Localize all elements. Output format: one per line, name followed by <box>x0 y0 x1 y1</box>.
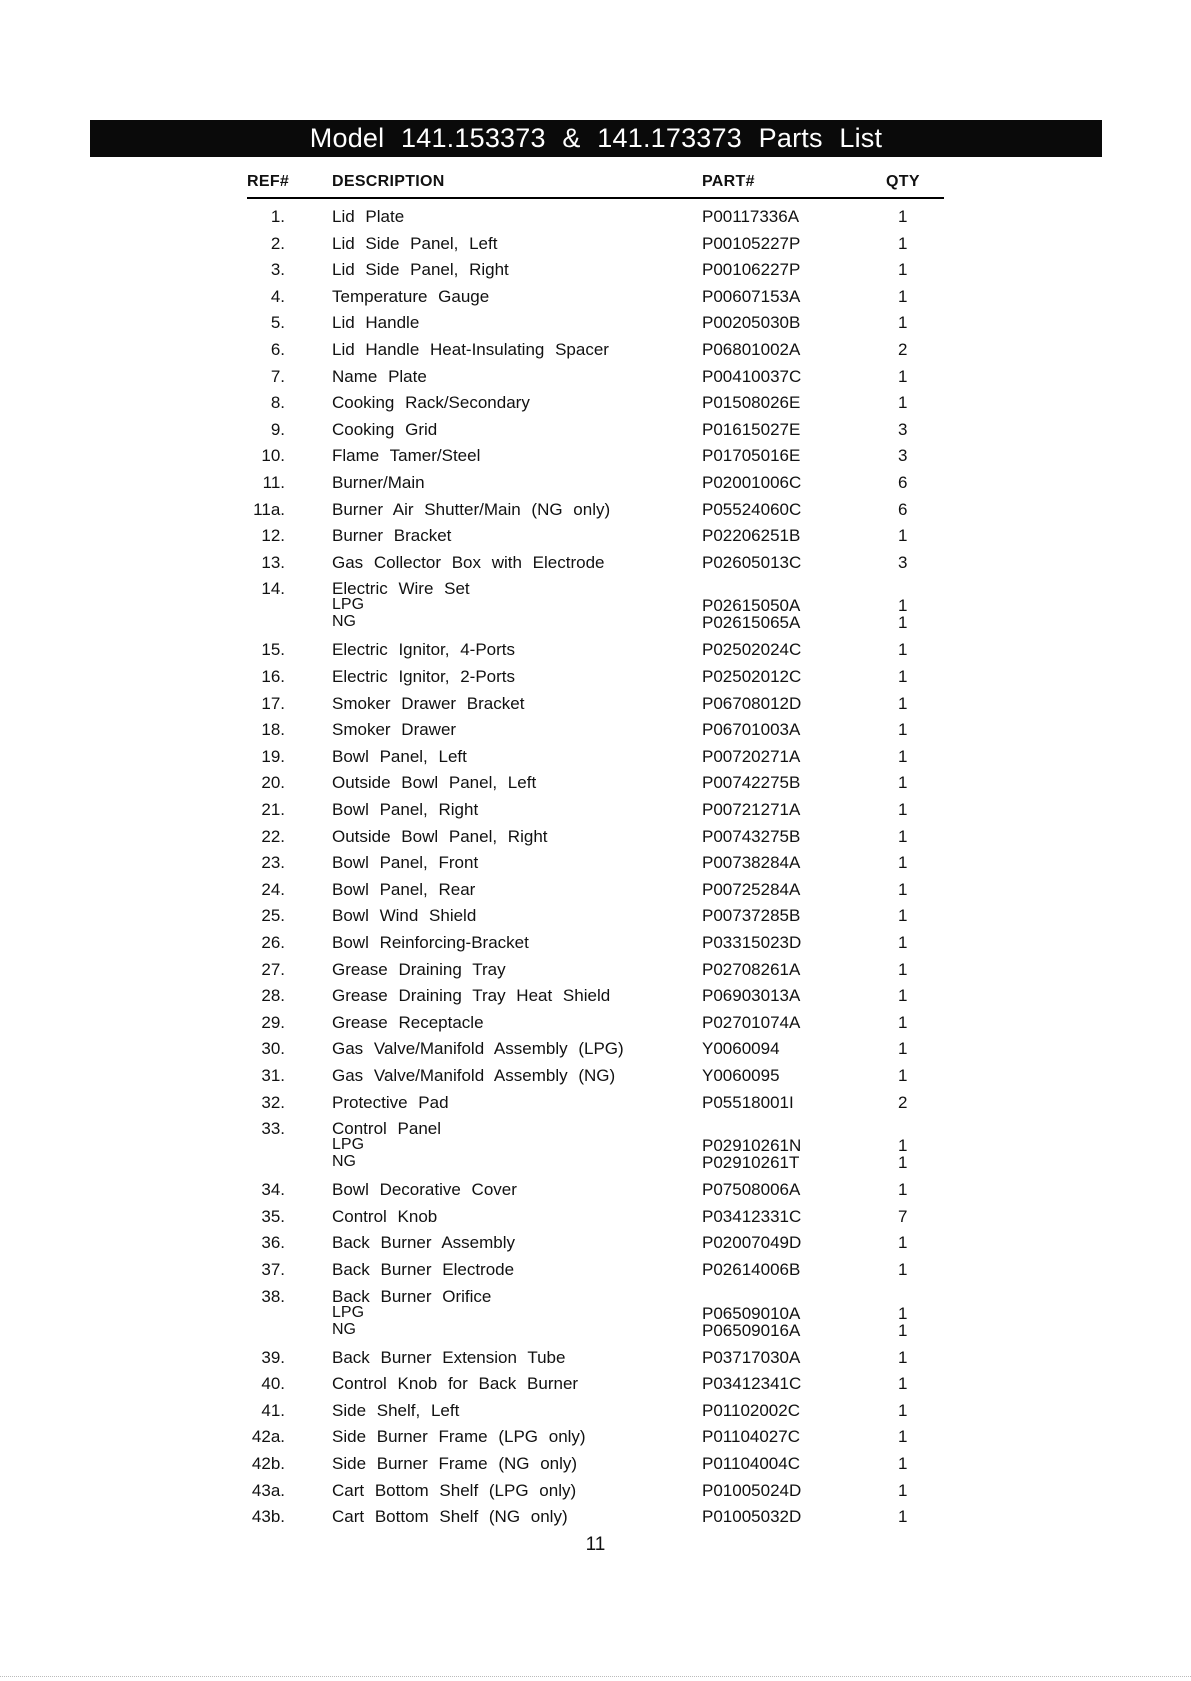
row-ref: 19. <box>261 746 285 766</box>
row-qty: 1 <box>898 526 908 546</box>
row-ref: 21. <box>261 800 285 819</box>
row-description: Lid Side Panel, Right <box>332 260 509 280</box>
row-description: Lid Handle Heat-Insulating Spacer <box>332 340 609 359</box>
row-description: Bowl Panel, Rear <box>332 879 476 899</box>
row-qty: 1 <box>898 959 908 979</box>
row-qty: 1 <box>898 693 908 713</box>
row-description: Lid Plate <box>332 207 405 226</box>
row-qty: 1 <box>898 773 908 793</box>
row-description: Back Burner Extension Tube <box>332 1347 566 1367</box>
row-qty: 1 <box>898 1233 908 1253</box>
row-ref: 20. <box>261 773 285 793</box>
row-ref: 3. <box>270 260 285 280</box>
row-part-number: P05524060C <box>702 499 802 519</box>
row-ref: 34. <box>261 1180 285 1200</box>
row-qty: 1 <box>898 1480 908 1500</box>
row-part-number: P02206251B <box>702 526 801 546</box>
row-ref: 38. <box>261 1286 285 1306</box>
row-qty: 1 <box>898 313 908 333</box>
row-ref: 37. <box>261 1260 285 1279</box>
row-part-number: P01102002C <box>702 1400 800 1420</box>
page-divider <box>0 1676 1191 1678</box>
row-qty: 1 <box>898 1180 908 1200</box>
row-ref: 9. <box>270 419 285 439</box>
sub-row-qty: 1 <box>898 1320 908 1340</box>
row-description: Bowl Reinforcing-Bracket <box>332 933 529 952</box>
row-ref: 10. <box>261 446 285 466</box>
row-part-number: P00117336A <box>702 207 800 226</box>
row-description: Cooking Rack/Secondary <box>332 393 530 413</box>
row-qty: 1 <box>898 906 908 926</box>
row-description: Grease Receptacle <box>332 1012 484 1032</box>
row-ref: 8. <box>270 393 285 413</box>
ref-column-header: REF# <box>247 173 290 190</box>
row-part-number: P00725284A <box>702 879 801 899</box>
row-description: Smoker Drawer <box>332 720 457 740</box>
row-ref: 6. <box>270 340 285 359</box>
row-ref: 30. <box>261 1039 285 1059</box>
row-part-number: P00205030B <box>702 313 801 333</box>
row-ref: 14. <box>261 579 285 599</box>
row-description: Electric Wire Set <box>332 579 470 599</box>
sub-row-part-number: P06509010A <box>702 1303 801 1323</box>
page-title: Model 141.153373 & 141.173373 Parts List <box>90 120 1102 157</box>
row-part-number: P00105227P <box>702 233 801 253</box>
row-part-number: Y0060094 <box>702 1039 780 1059</box>
row-qty: 1 <box>898 800 908 819</box>
row-description: Smoker Drawer Bracket <box>332 693 525 713</box>
row-qty: 3 <box>898 419 908 439</box>
row-ref: 40. <box>261 1374 285 1394</box>
row-qty: 1 <box>898 393 908 413</box>
row-description: Cart Bottom Shelf (NG only) <box>332 1507 568 1527</box>
row-ref: 42a. <box>251 1427 285 1447</box>
row-part-number: P03315023D <box>702 933 802 952</box>
row-ref: 27. <box>261 959 285 979</box>
row-part-number: P03717030A <box>702 1347 801 1367</box>
row-ref: 41. <box>261 1400 285 1420</box>
row-part-number: P01615027E <box>702 419 801 439</box>
row-qty: 1 <box>898 1400 908 1420</box>
row-part-number: P06701003A <box>702 720 801 740</box>
sub-row-description: NG <box>332 613 356 631</box>
row-part-number: Y0060095 <box>702 1066 780 1085</box>
row-part-number: P03412331C <box>702 1206 802 1226</box>
row-part-number: P02007049D <box>702 1233 802 1253</box>
row-qty: 1 <box>898 933 908 952</box>
row-description: Gas Collector Box with Electrode <box>332 552 605 572</box>
row-description: Grease Draining Tray Heat Shield <box>332 986 611 1006</box>
row-ref: 39. <box>261 1347 285 1367</box>
row-qty: 1 <box>898 1454 908 1473</box>
row-part-number: P06801002A <box>702 340 801 359</box>
row-part-number: P02502012C <box>702 667 802 686</box>
row-part-number: P00738284A <box>702 853 801 873</box>
row-qty: 1 <box>898 233 908 253</box>
row-description: Outside Bowl Panel, Left <box>332 773 537 793</box>
row-part-number: P02614006B <box>702 1260 801 1279</box>
row-description: Control Knob for Back Burner <box>332 1374 579 1394</box>
row-qty: 1 <box>898 286 908 306</box>
row-description: Lid Handle <box>332 313 420 333</box>
row-part-number: P05518001I <box>702 1092 794 1112</box>
sub-row-description: LPG <box>332 1303 365 1321</box>
sub-row-qty: 1 <box>898 1303 908 1323</box>
sub-row-description: LPG <box>332 596 365 614</box>
row-part-number: P02502024C <box>702 640 802 660</box>
row-description: Gas Valve/Manifold Assembly (NG) <box>332 1066 616 1085</box>
row-description: Temperature Gauge <box>332 286 490 306</box>
row-ref: 29. <box>261 1012 285 1032</box>
row-part-number: P06708012D <box>702 693 802 713</box>
sub-row-part-number: P02910261T <box>702 1153 800 1173</box>
row-description: Control Knob <box>332 1206 438 1226</box>
row-description: Outside Bowl Panel, Right <box>332 826 548 846</box>
row-ref: 43b. <box>251 1507 285 1527</box>
row-description: Side Shelf, Left <box>332 1400 460 1420</box>
row-ref: 36. <box>261 1233 285 1253</box>
row-description: Flame Tamer/Steel <box>332 446 481 466</box>
row-part-number: P01005032D <box>702 1507 802 1527</box>
row-description: Bowl Panel, Left <box>332 746 467 766</box>
row-qty: 1 <box>898 720 908 740</box>
row-part-number: P01508026E <box>702 393 801 413</box>
row-description: Back Burner Electrode <box>332 1260 515 1279</box>
row-description: Back Burner Orifice <box>332 1286 492 1306</box>
sub-row-part-number: P06509016A <box>702 1320 801 1340</box>
row-description: Burner Bracket <box>332 526 452 546</box>
row-ref: 24. <box>261 879 285 899</box>
row-qty: 7 <box>898 1206 908 1226</box>
row-part-number: P01705016E <box>702 446 801 466</box>
row-ref: 11a. <box>253 499 285 519</box>
row-ref: 28. <box>261 986 285 1006</box>
row-qty: 3 <box>898 552 908 572</box>
row-part-number: P00607153A <box>702 286 801 306</box>
row-qty: 1 <box>898 986 908 1006</box>
row-qty: 1 <box>898 826 908 846</box>
row-ref: 32. <box>261 1092 285 1112</box>
row-part-number: P00410037C <box>702 366 802 386</box>
row-qty: 6 <box>898 499 908 519</box>
row-part-number: P00737285B <box>702 906 801 926</box>
row-part-number: P02001006C <box>702 473 802 492</box>
row-qty: 1 <box>898 1507 908 1527</box>
row-description: Bowl Panel, Right <box>332 800 479 819</box>
row-qty: 1 <box>898 1427 908 1447</box>
row-ref: 33. <box>261 1119 285 1139</box>
row-part-number: P00106227P <box>702 260 801 280</box>
row-part-number: P01104004C <box>702 1454 800 1473</box>
sub-row-qty: 1 <box>898 1153 908 1173</box>
row-part-number: P03412341C <box>702 1374 802 1394</box>
row-ref: 2. <box>270 233 285 253</box>
row-qty: 1 <box>898 207 908 226</box>
row-description: Bowl Decorative Cover <box>332 1180 517 1200</box>
part-column-header: PART# <box>702 173 755 190</box>
sub-row-qty: 1 <box>898 596 908 616</box>
row-description: Electric Ignitor, 4-Ports <box>332 640 516 660</box>
row-part-number: P06903013A <box>702 986 801 1006</box>
row-ref: 12. <box>261 526 285 546</box>
row-description: Cooking Grid <box>332 419 438 439</box>
row-description: Grease Draining Tray <box>332 959 506 979</box>
row-part-number: P07508006A <box>702 1180 801 1200</box>
row-qty: 2 <box>898 340 908 359</box>
header-divider <box>247 197 944 199</box>
row-ref: 4. <box>270 286 285 306</box>
row-part-number: P00720271A <box>702 746 801 766</box>
sub-row-qty: 1 <box>898 1136 908 1156</box>
row-description: Cart Bottom Shelf (LPG only) <box>332 1480 577 1500</box>
row-qty: 1 <box>898 879 908 899</box>
row-qty: 2 <box>898 1092 908 1112</box>
row-ref: 23. <box>261 853 285 873</box>
row-description: Burner/Main <box>332 473 425 492</box>
row-description: Lid Side Panel, Left <box>332 233 498 253</box>
row-ref: 17. <box>261 693 285 713</box>
sub-row-part-number: P02615065A <box>702 613 801 633</box>
row-ref: 22. <box>261 826 285 846</box>
sub-row-part-number: P02615050A <box>702 596 801 616</box>
row-qty: 1 <box>898 1374 908 1394</box>
row-qty: 1 <box>898 1012 908 1032</box>
row-description: Bowl Wind Shield <box>332 906 477 926</box>
page-number: 11 <box>585 1534 606 1555</box>
row-part-number: P02605013C <box>702 552 802 572</box>
row-ref: 1. <box>270 207 285 226</box>
row-ref: 5. <box>270 313 285 333</box>
row-part-number: P02701074A <box>702 1012 801 1032</box>
row-ref: 35. <box>261 1206 285 1226</box>
row-qty: 1 <box>898 260 908 280</box>
row-ref: 25. <box>261 906 285 926</box>
row-ref: 11. <box>262 473 285 492</box>
row-qty: 1 <box>898 1260 908 1279</box>
row-ref: 26. <box>261 933 285 952</box>
row-description: Side Burner Frame (LPG only) <box>332 1427 586 1447</box>
row-description: Side Burner Frame (NG only) <box>332 1454 578 1473</box>
sub-row-description: LPG <box>332 1136 365 1154</box>
sub-row-qty: 1 <box>898 613 908 633</box>
row-part-number: P01005024D <box>702 1480 802 1500</box>
row-description: Burner Air Shutter/Main (NG only) <box>332 499 611 519</box>
row-part-number: P02708261A <box>702 959 801 979</box>
row-description: Gas Valve/Manifold Assembly (LPG) <box>332 1039 624 1059</box>
row-qty: 1 <box>898 640 908 660</box>
row-ref: 13. <box>261 552 285 572</box>
row-ref: 15. <box>261 640 285 660</box>
row-qty: 3 <box>898 446 908 466</box>
row-description: Name Plate <box>332 366 427 386</box>
row-description: Control Panel <box>332 1119 442 1139</box>
sub-row-description: NG <box>332 1320 356 1338</box>
sub-row-part-number: P02910261N <box>702 1136 802 1156</box>
row-ref: 16. <box>261 667 285 686</box>
row-part-number: P01104027C <box>702 1427 800 1447</box>
row-part-number: P00743275B <box>702 826 801 846</box>
row-qty: 1 <box>898 1039 908 1059</box>
row-ref: 42b. <box>251 1454 285 1473</box>
row-qty: 1 <box>898 1347 908 1367</box>
row-qty: 1 <box>898 853 908 873</box>
row-description: Back Burner Assembly <box>332 1233 516 1253</box>
row-qty: 1 <box>898 1066 908 1085</box>
row-qty: 6 <box>898 473 908 492</box>
row-part-number: P00721271A <box>702 800 801 819</box>
row-description: Bowl Panel, Front <box>332 853 479 873</box>
row-ref: 7. <box>270 366 285 386</box>
row-qty: 1 <box>898 366 908 386</box>
row-qty: 1 <box>898 746 908 766</box>
row-description: Protective Pad <box>332 1092 449 1112</box>
description-column-header: DESCRIPTION <box>332 173 445 190</box>
row-ref: 18. <box>261 720 285 740</box>
sub-row-description: NG <box>332 1153 356 1171</box>
qty-column-header: QTY <box>886 173 920 190</box>
row-ref: 31. <box>261 1066 285 1085</box>
row-description: Electric Ignitor, 2-Ports <box>332 667 516 686</box>
row-part-number: P00742275B <box>702 773 801 793</box>
row-qty: 1 <box>898 667 908 686</box>
row-ref: 43a. <box>251 1480 285 1500</box>
